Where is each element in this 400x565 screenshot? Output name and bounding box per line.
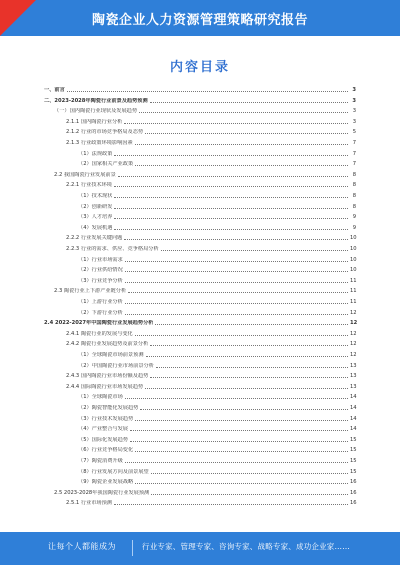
toc-entry[interactable] (44, 275, 356, 284)
toc-entry-text: 2.4.1 陶瓷行业的发展与变化 (66, 330, 133, 337)
toc-page-number: 11 (350, 288, 357, 295)
toc-page-number: 10 (350, 235, 357, 242)
toc-page-number: 7 (352, 150, 356, 157)
toc-leader-dots (124, 123, 348, 124)
toc-leader-dots (125, 462, 348, 463)
toc-page-number: 15 (350, 447, 357, 454)
toc-leader-dots (128, 292, 348, 293)
toc-leader-dots (114, 229, 348, 230)
toc-entry-text: 2.4 2022-2027年中国陶瓷行业发展趋势分析 (44, 320, 154, 327)
toc-entry-text: （7）陶瓷消费升级 (78, 458, 123, 464)
toc-entry-text: （4）产业整合与发展 (78, 426, 128, 433)
toc-entry[interactable] (44, 402, 356, 411)
toc-leader-dots (135, 451, 348, 452)
toc-entry-text: （2）下游行业分析 (78, 309, 123, 316)
toc-leader-dots (114, 208, 348, 209)
toc-entry-text: （5）国际化发展趋势 (78, 436, 128, 443)
toc-entry-text: 2.4.2 陶瓷行业发展趋势及前景分析 (66, 341, 149, 348)
toc-page-number: 3 (352, 97, 356, 104)
toc-page-number: 12 (350, 320, 358, 327)
toc-page-number: 15 (350, 436, 357, 443)
toc-entry[interactable] (44, 349, 356, 358)
toc-entry[interactable] (44, 232, 356, 241)
toc-entry-text: （1）法规政策 (78, 150, 113, 157)
toc-entry[interactable] (44, 328, 356, 337)
toc-leader-dots (125, 282, 348, 283)
toc-leader-dots (151, 494, 348, 495)
toc-entry-text: （2）中国陶瓷行业市场前景分析 (78, 362, 154, 369)
toc-leader-dots (135, 165, 348, 166)
toc-entry-text: 2.4.3 国内陶瓷行业市场份额及趋势 (66, 373, 149, 380)
toc-entry-text: 2.3 陶瓷行业上下游产业链分析 (54, 288, 127, 295)
toc-leader-dots (140, 409, 348, 410)
toc-leader-dots (135, 420, 348, 421)
toc-entry[interactable] (44, 158, 356, 167)
toc-leader-dots (135, 483, 348, 484)
toc-entry-text: 2.2 我国陶瓷行业发展前景 (54, 171, 116, 178)
toc-entry[interactable] (44, 338, 356, 347)
toc-entry[interactable] (44, 434, 356, 443)
toc-entry[interactable] (44, 116, 356, 125)
toc-entry-text: （9）陶瓷企业发展战略 (78, 479, 134, 486)
toc-leader-dots (135, 144, 348, 145)
toc-entry-text: （1）行业市场需求 (78, 256, 123, 263)
toc-entry-text: （3）行业技术发展趋势 (78, 415, 134, 422)
toc-entry-text: （1）全球陶瓷市场 (78, 394, 123, 401)
toc-page-number: 7 (352, 161, 356, 168)
toc-entry[interactable] (44, 381, 356, 390)
toc-leader-dots (125, 398, 348, 399)
toc-page-number: 12 (350, 341, 357, 348)
toc-leader-dots (114, 197, 348, 198)
toc-page-number: 10 (350, 267, 357, 274)
toc-heading: 内容目录 (169, 60, 230, 75)
toc-page-number: 14 (350, 415, 357, 422)
toc-entry-text: 2.5 2023-2028年我国陶瓷行业发展预测 (54, 489, 150, 496)
toc-entry[interactable] (44, 222, 356, 231)
toc-leader-dots (114, 155, 348, 156)
toc-entry-text: （3）人才培养 (78, 214, 113, 221)
toc-entry[interactable] (44, 455, 356, 464)
toc-leader-dots (151, 473, 348, 474)
toc-entry-text: 2.1.3 行业政策环境影响因素 (66, 140, 133, 146)
report-title: 陶瓷企业人力资源管理策略研究报告 (91, 13, 308, 28)
toc-page-number: 10 (350, 256, 357, 263)
toc-page-number: 5 (352, 129, 356, 136)
toc-entry-text: 一、前言 (44, 87, 65, 93)
toc-leader-dots (156, 367, 348, 368)
toc-page-number: 8 (352, 171, 356, 178)
toc-entry[interactable] (44, 190, 356, 199)
toc-leader-dots (130, 430, 348, 431)
toc-entry[interactable] (44, 466, 356, 475)
toc-leader-dots (114, 186, 348, 187)
toc-entry-text: 2.2.1 行业技术环境 (66, 182, 112, 189)
toc-page-number: 8 (352, 193, 356, 199)
toc-leader-dots (161, 250, 348, 251)
toc-page-number: 13 (350, 383, 357, 390)
toc-entry[interactable] (44, 201, 356, 210)
toc-entry[interactable] (44, 148, 356, 157)
toc-entry-text: 2.4.4 国际陶瓷行业市场发展趋势 (66, 383, 144, 390)
toc-leader-dots (146, 356, 348, 357)
toc-entry-text: （1）全球陶瓷市场前景预测 (78, 352, 144, 358)
footer-divider (132, 540, 133, 556)
toc-entry[interactable] (44, 243, 356, 252)
toc-entry[interactable] (44, 126, 356, 135)
toc-entry[interactable] (44, 95, 356, 104)
toc-page-number: 11 (350, 299, 357, 305)
toc-leader-dots (150, 345, 348, 346)
toc-leader-dots (125, 261, 348, 262)
toc-entry-text: 2.1.2 行业的市场竞争格局及态势 (66, 129, 144, 136)
toc-leader-dots (139, 112, 348, 113)
toc-entry-text: （1）上游行业分析 (78, 299, 123, 305)
toc-entry[interactable] (44, 137, 356, 146)
toc-leader-dots (125, 271, 348, 272)
toc-entry-text: 2.2.3 行业的需求、供应、竞争格局分析 (66, 246, 159, 252)
toc-leader-dots (124, 239, 348, 240)
toc-page-number: 7 (352, 140, 356, 146)
toc-page-number: 16 (350, 489, 357, 496)
toc-entry-text: （4）发展机遇 (78, 224, 113, 231)
toc-entry[interactable] (44, 84, 356, 93)
toc-entry-text: （2）创新研发 (78, 203, 113, 210)
toc-page-number: 15 (350, 458, 357, 464)
toc-entry[interactable] (44, 169, 356, 178)
toc-entry-text: （2）行业供给情况 (78, 267, 123, 274)
toc-entry-text: （2）陶瓷智能化发展趋势 (78, 405, 139, 411)
toc-page-number: 9 (352, 224, 356, 231)
toc-page-number: 14 (350, 405, 357, 411)
toc-page-number: 14 (350, 394, 357, 401)
toc-entry-text: 2.1.1 国内陶瓷行业分析 (66, 118, 123, 125)
report-header (0, 0, 400, 36)
toc-entry[interactable] (44, 423, 356, 432)
toc-leader-dots (145, 133, 348, 134)
table-of-contents (44, 84, 356, 528)
toc-page-number: 8 (352, 203, 356, 210)
toc-page-number: 15 (350, 468, 357, 475)
toc-page-number: 13 (350, 373, 357, 380)
toc-entry[interactable] (44, 413, 356, 422)
toc-entry-text: 2.5.1 行业市场预测 (66, 500, 112, 507)
toc-leader-dots (130, 441, 348, 442)
toc-entry[interactable] (44, 487, 356, 496)
toc-entry-text: （3）行业竞争分析 (78, 277, 123, 284)
toc-entry[interactable] (44, 285, 356, 294)
toc-page-number: 12 (350, 309, 357, 316)
toc-entry-text: （2）国家相关产业政策 (78, 161, 134, 168)
toc-page-number: 3 (352, 87, 356, 93)
toc-page-number: 3 (352, 108, 356, 115)
toc-entry[interactable] (44, 254, 356, 263)
report-footer (0, 532, 400, 565)
footer-slogan-left: 让每个人都能成为 (48, 542, 116, 551)
toc-entry-text: （1）技术现状 (78, 193, 113, 199)
toc-entry[interactable] (44, 296, 356, 305)
toc-page-number: 11 (350, 277, 357, 284)
toc-leader-dots (114, 218, 348, 219)
toc-entry[interactable] (44, 360, 356, 369)
toc-page-number: 14 (350, 426, 357, 433)
toc-entry[interactable] (44, 179, 356, 188)
toc-entry-text: （一）国内陶瓷行业现状及发展趋势 (54, 108, 138, 115)
toc-page-number: 3 (352, 118, 356, 125)
toc-leader-dots (114, 504, 348, 505)
toc-entry[interactable] (44, 497, 356, 506)
toc-page-number: 10 (350, 246, 357, 252)
toc-page-number: 9 (352, 214, 356, 221)
toc-entry-text: 二、2023-2028年陶瓷行业前景及趋势预测 (44, 97, 148, 104)
toc-leader-dots (150, 377, 348, 378)
toc-page-number: 16 (350, 479, 357, 486)
toc-page-number: 16 (350, 500, 357, 507)
toc-leader-dots (135, 335, 348, 336)
toc-page-number: 12 (350, 330, 357, 337)
toc-page-number: 13 (350, 362, 357, 369)
toc-entry-text: （6）行业竞争格局变化 (78, 447, 134, 454)
toc-page-number: 8 (352, 182, 356, 189)
toc-entry[interactable] (44, 264, 356, 273)
toc-page-number: 12 (350, 352, 357, 358)
toc-entry[interactable] (44, 307, 356, 316)
toc-entry[interactable] (44, 211, 356, 220)
toc-entry[interactable] (44, 476, 356, 485)
toc-leader-dots (150, 102, 348, 103)
toc-leader-dots (125, 303, 348, 304)
footer-slogan-right: 行业专家、管理专家、咨询专家、战略专家、成功企业家…… (142, 542, 350, 551)
toc-leader-dots (125, 314, 348, 315)
toc-entry-text: 2.2.2 行业发展关键问题 (66, 235, 123, 242)
toc-entry[interactable] (44, 317, 356, 326)
toc-entry-text: （8）行业发展方向及前景展望 (78, 468, 149, 475)
toc-entry[interactable] (44, 444, 356, 453)
toc-leader-dots (145, 388, 348, 389)
toc-entry[interactable] (44, 105, 356, 114)
toc-entry[interactable] (44, 370, 356, 379)
toc-leader-dots (155, 324, 348, 325)
toc-entry[interactable] (44, 391, 356, 400)
toc-leader-dots (118, 176, 348, 177)
toc-leader-dots (67, 91, 348, 92)
